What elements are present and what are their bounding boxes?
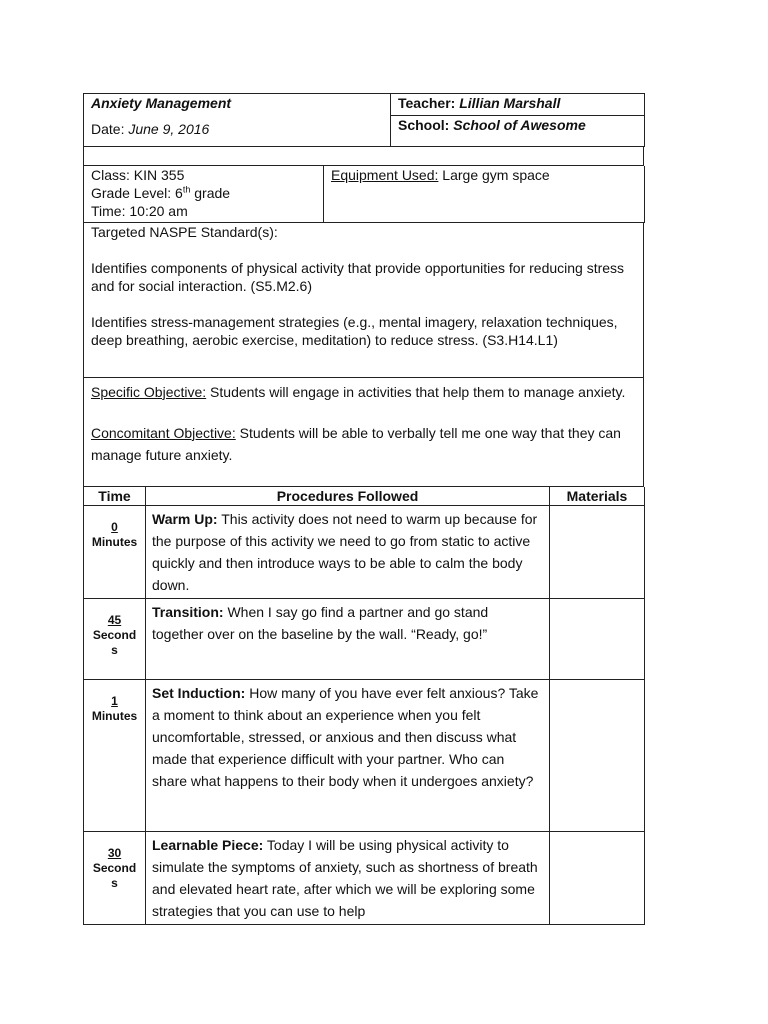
col-header-time: Time: [84, 487, 146, 506]
row-procedure: Warm Up: This activity does not need to warm up because for the purpose of this activity we need to go from static to active quickly and then introduce ways to be able to calm the body down.: [146, 505, 550, 598]
standards-cell: [84, 223, 644, 378]
class-info-table: [83, 166, 645, 223]
row-time: 30 Second s: [84, 831, 146, 924]
concomitant-objective: Concomitant Objective: Students will be able to verbally tell me one way that they can manage future anxiety.: [91, 424, 621, 463]
row-time: 0 Minutes: [84, 505, 146, 598]
class-time: Time: 10:20 am: [91, 202, 188, 219]
row-materials: [550, 598, 645, 679]
school-value: School of Awesome: [453, 117, 586, 133]
lesson-plan-document: [83, 93, 644, 925]
objectives-table: [83, 378, 644, 487]
table-row: [84, 598, 645, 679]
col-header-materials: Materials: [550, 487, 645, 506]
class-info-cell: [84, 166, 324, 223]
date-value: June 9, 2016: [128, 121, 210, 137]
teacher-cell: [391, 94, 645, 116]
row-materials: [550, 831, 645, 924]
equipment-value: Large gym space: [438, 166, 550, 183]
lesson-title: Anxiety Management: [91, 95, 232, 111]
standards-heading: Targeted NASPE Standard(s):: [91, 223, 278, 240]
standards-table: [83, 223, 644, 378]
table-row: [84, 831, 645, 924]
teacher-label: Teacher:: [398, 95, 456, 111]
procedures-table: [83, 487, 645, 925]
school-label: School:: [398, 117, 450, 133]
equipment-label: Equipment Used:: [331, 166, 439, 183]
standard-item: Identifies components of physical activity that provide opportunities for reducing stress and for social interaction. (S5.M2.6): [91, 259, 625, 294]
table-row: [84, 679, 645, 831]
specific-objective: Specific Objective: Students will engage in activities that help them to manage anxiety.: [91, 383, 626, 400]
teacher-value: Lillian Marshall: [459, 95, 561, 111]
table-row: [84, 505, 645, 598]
spacer-table: [83, 147, 644, 166]
objectives-cell: [84, 378, 644, 487]
school-cell: [391, 116, 645, 147]
row-procedure: Learnable Piece: Today I will be using physical activity to simulate the symptoms of anxiety, such as shortness of breath and elevated heart rate, after which we will be exploring some strategies that you can use to help: [146, 831, 550, 924]
grade-level: Grade Level: 6th grade: [91, 183, 231, 201]
row-procedure: Transition: When I say go find a partner and go stand together over on the baseline by the wall. “Ready, go!”: [146, 598, 550, 679]
title-cell: [84, 94, 391, 147]
class-name: Class: KIN 355: [91, 166, 185, 183]
row-time: 1 Minutes: [84, 679, 146, 831]
row-materials: [550, 505, 645, 598]
col-header-procedures: Procedures Followed: [146, 487, 550, 506]
header-table: [83, 93, 645, 147]
equipment-cell: [324, 166, 645, 223]
standard-item: Identifies stress-management strategies (e.g., mental imagery, relaxation techniques, deep breathing, aerobic exercise, meditation) to reduce stress. (S3.H14.L1): [91, 313, 618, 348]
row-time: 45 Second s: [84, 598, 146, 679]
row-materials: [550, 679, 645, 831]
row-procedure: Set Induction: How many of you have ever felt anxious? Take a moment to think about an experience when you felt uncomfortable, stressed, or anxious and then discuss what made that experience difficult with your partner. Who can share what happens to their body when it undergoes anxiety?: [146, 679, 550, 831]
date-label: Date:: [91, 121, 125, 137]
